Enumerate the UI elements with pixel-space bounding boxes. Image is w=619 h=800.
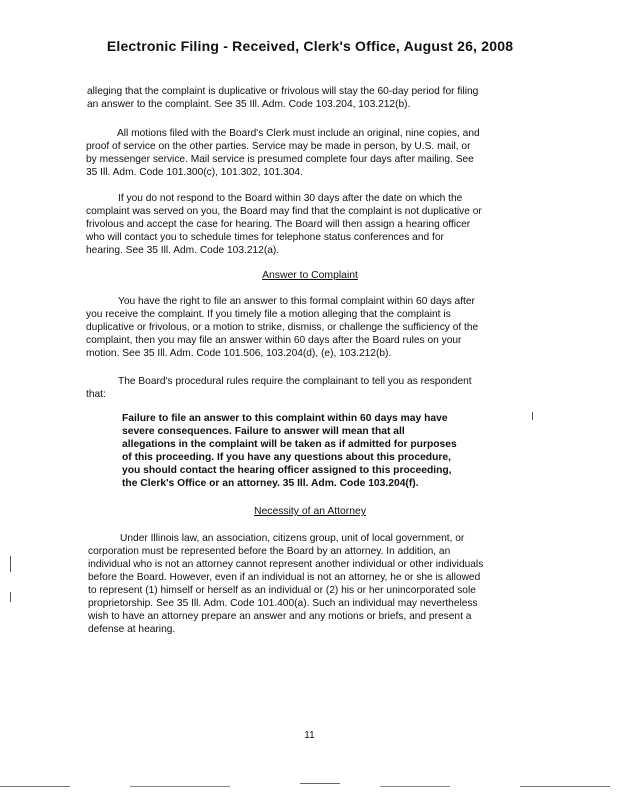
text-line: 35 Ill. Adm. Code 101.300(c), 101.302, 101.304. <box>86 167 303 178</box>
text-line: complaint was served on you, the Board may find that the complaint is not duplicative or <box>86 206 482 217</box>
paragraph-procedural-rules <box>86 375 532 401</box>
scan-rule <box>300 783 340 784</box>
text-line: Failure to file an answer to this complaint within 60 days may have <box>122 413 448 424</box>
text-line: by messenger service. Mail service is presumed complete four days after mailing. See <box>86 154 474 165</box>
scan-mark <box>532 412 533 420</box>
text-line: you receive the complaint. If you timely file a motion alleging that the complaint is <box>86 309 451 320</box>
text-line: wish to have an attorney prepare an answer and any motions or briefs, and present a <box>88 611 472 622</box>
paragraph-motions-filing <box>86 127 532 179</box>
filing-stamp-header: Electronic Filing - Received, Clerk's Office, August 26, 2008 <box>106 38 514 54</box>
text-line: who will contact you to schedule times for telephone status conferences and for <box>86 232 444 243</box>
paragraph-attorney-requirement <box>88 532 534 636</box>
text-line: severe consequences. Failure to answer will mean that all <box>122 426 405 437</box>
text-line: proof of service on the other parties. Service may be made in person, by U.S. mail, or <box>86 141 471 152</box>
scan-rule <box>520 786 610 787</box>
failure-to-answer-warning <box>122 412 502 490</box>
text-line: allegations in the complaint will be taken as if admitted for purposes <box>122 439 457 450</box>
text-line: proprietorship. See 35 Ill. Adm. Code 101.400(a). Such an individual may nevertheless <box>88 598 478 609</box>
scan-rule <box>0 786 70 787</box>
text-line: that: <box>86 389 106 400</box>
text-line: duplicative or frivolous, or a motion to strike, dismiss, or challenge the sufficiency of the <box>86 322 479 333</box>
text-line: individual who is not an attorney cannot represent another individual or other individuals <box>88 559 484 570</box>
paragraph-duplicative-stay <box>87 85 532 111</box>
heading-answer-to-complaint: Answer to Complaint <box>262 270 358 281</box>
paragraph-no-response <box>86 192 532 257</box>
text-line: alleging that the complaint is duplicative or frivolous will stay the 60-day period for filing <box>87 86 479 97</box>
text-line: All motions filed with the Board's Clerk must include an original, nine copies, and <box>117 128 480 139</box>
text-line: frivolous and accept the case for hearing. The Board will then assign a hearing officer <box>86 219 471 230</box>
text-line: defense at hearing. <box>88 624 176 635</box>
text-line: to represent (1) himself or herself as an individual or (2) his or her unincorporated sole <box>88 585 476 596</box>
scan-mark <box>10 556 11 572</box>
text-line: the Clerk's Office or an attorney. 35 Ill. Adm. Code 103.204(f). <box>122 478 419 489</box>
page-number: 11 <box>304 730 315 741</box>
heading-necessity-of-attorney: Necessity of an Attorney <box>253 506 367 517</box>
scan-mark <box>10 592 11 602</box>
text-line: an answer to the complaint. See 35 Ill. Adm. Code 103.204, 103.212(b). <box>87 99 411 110</box>
scan-rule <box>130 786 230 787</box>
text-line: of this proceeding. If you have any questions about this procedure, <box>122 452 451 463</box>
text-line: Under Illinois law, an association, citizens group, unit of local government, or <box>120 533 465 544</box>
text-line: complaint, then you may file an answer within 60 days after the Board rules on your <box>86 335 462 346</box>
text-line: If you do not respond to the Board within 30 days after the date on which the <box>118 193 463 204</box>
text-line: before the Board. However, even if an individual is not an attorney, he or she is allowed <box>88 572 481 583</box>
text-line: hearing. See 35 Ill. Adm. Code 103.212(a). <box>86 245 280 256</box>
text-line: motion. See 35 Ill. Adm. Code 101.506, 103.204(d), (e), 103.212(b). <box>86 348 392 359</box>
text-line: The Board's procedural rules require the complainant to tell you as respondent <box>118 376 472 387</box>
scan-rule <box>380 786 450 787</box>
text-line: You have the right to file an answer to this formal complaint within 60 days after <box>118 296 475 307</box>
text-line: you should contact the hearing officer assigned to this proceeding, <box>122 465 452 476</box>
text-line: corporation must be represented before the Board by an attorney. In addition, an <box>88 546 451 557</box>
paragraph-right-to-answer <box>86 295 532 360</box>
